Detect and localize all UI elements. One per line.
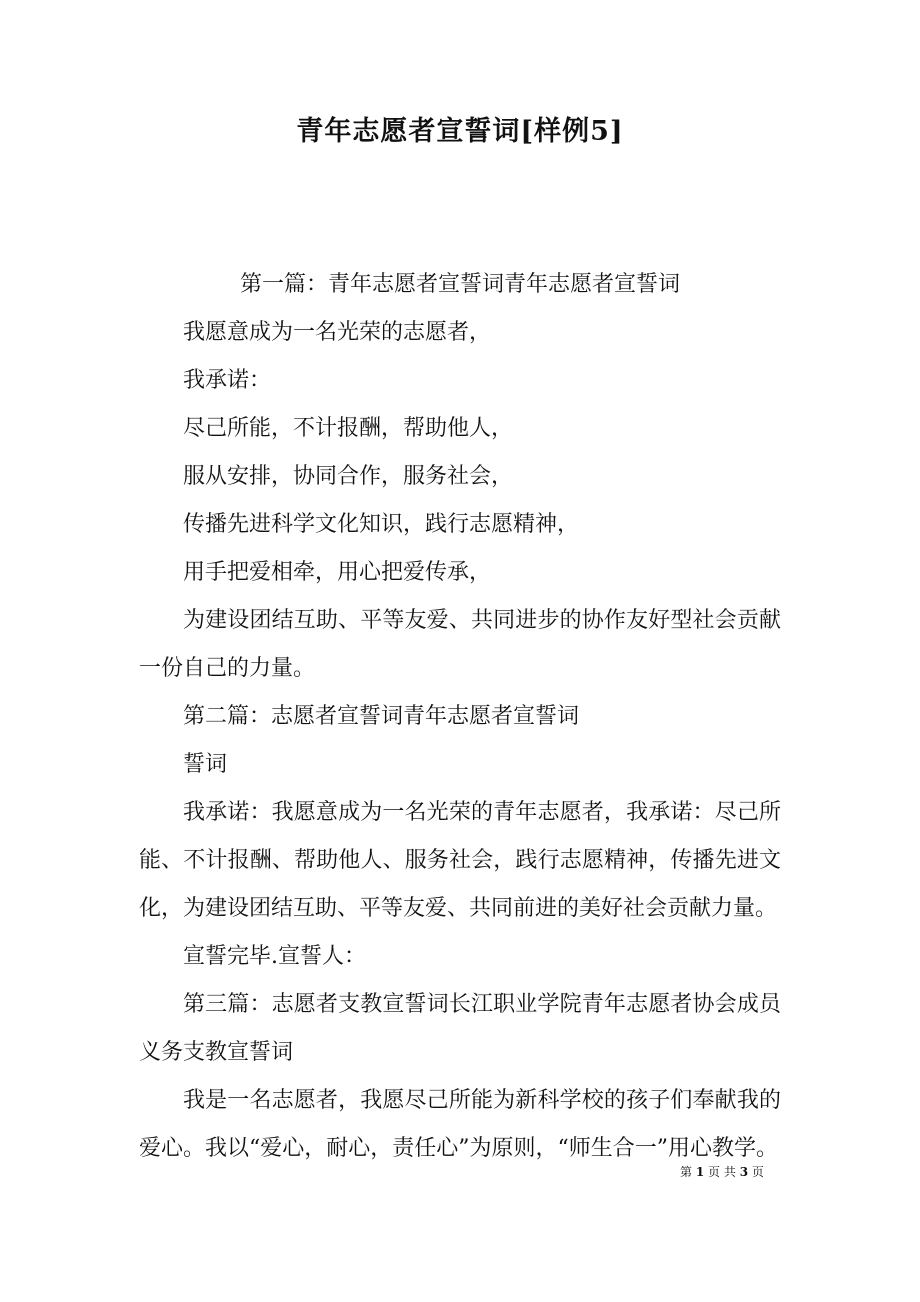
document-title: 青年志愿者宣誓词[样例5] <box>296 116 624 147</box>
section-heading-1: 第一篇：青年志愿者宣誓词青年志愿者宣誓词 <box>239 272 680 297</box>
footer-total-pages: 3 <box>739 1165 749 1179</box>
paragraph: 我愿意成为一名光荣的志愿者， <box>183 320 492 345</box>
paragraph: 誓词 <box>183 752 228 777</box>
footer-middle: 页 共 <box>708 1165 736 1179</box>
footer-prefix: 第 <box>680 1165 693 1179</box>
section-heading-2: 第二篇：志愿者宣誓词青年志愿者宣誓词 <box>183 704 580 729</box>
page-footer <box>680 1164 764 1180</box>
footer-page-number: 1 <box>695 1165 705 1179</box>
paragraph: 我是一名志愿者，我愿尽己所能为新科学校的孩子们奉献我的爱心。我以“爱心，耐心，责任心”为原则，“师生合一”用心教学。 <box>139 1088 781 1161</box>
paragraph: 我承诺：我愿意成为一名光荣的青年志愿者，我承诺：尽己所能、不计报酬、帮助他人、服务社会，践行志愿精神，传播先进文化，为建设团结互助、平等友爱、共同前进的美好社会贡献力量。 <box>139 800 781 921</box>
paragraph: 尽己所能，不计报酬，帮助他人， <box>183 416 514 441</box>
paragraph: 宣誓完毕.宣誓人： <box>183 944 366 969</box>
paragraph: 服从安排，协同合作，服务社会， <box>183 464 514 489</box>
paragraph: 我承诺： <box>183 368 272 393</box>
paragraph: 用手把爱相牵，用心把爱传承， <box>183 560 492 585</box>
document-body <box>139 261 781 1173</box>
paragraph: 传播先进科学文化知识，践行志愿精神， <box>183 512 580 537</box>
section-heading-3: 第三篇：志愿者支教宣誓词长江职业学院青年志愿者协会成员义务支教宣誓词 <box>139 992 781 1065</box>
paragraph: 为建设团结互助、平等友爱、共同进步的协作友好型社会贡献一份自己的力量。 <box>139 608 781 681</box>
footer-suffix: 页 <box>751 1165 764 1179</box>
